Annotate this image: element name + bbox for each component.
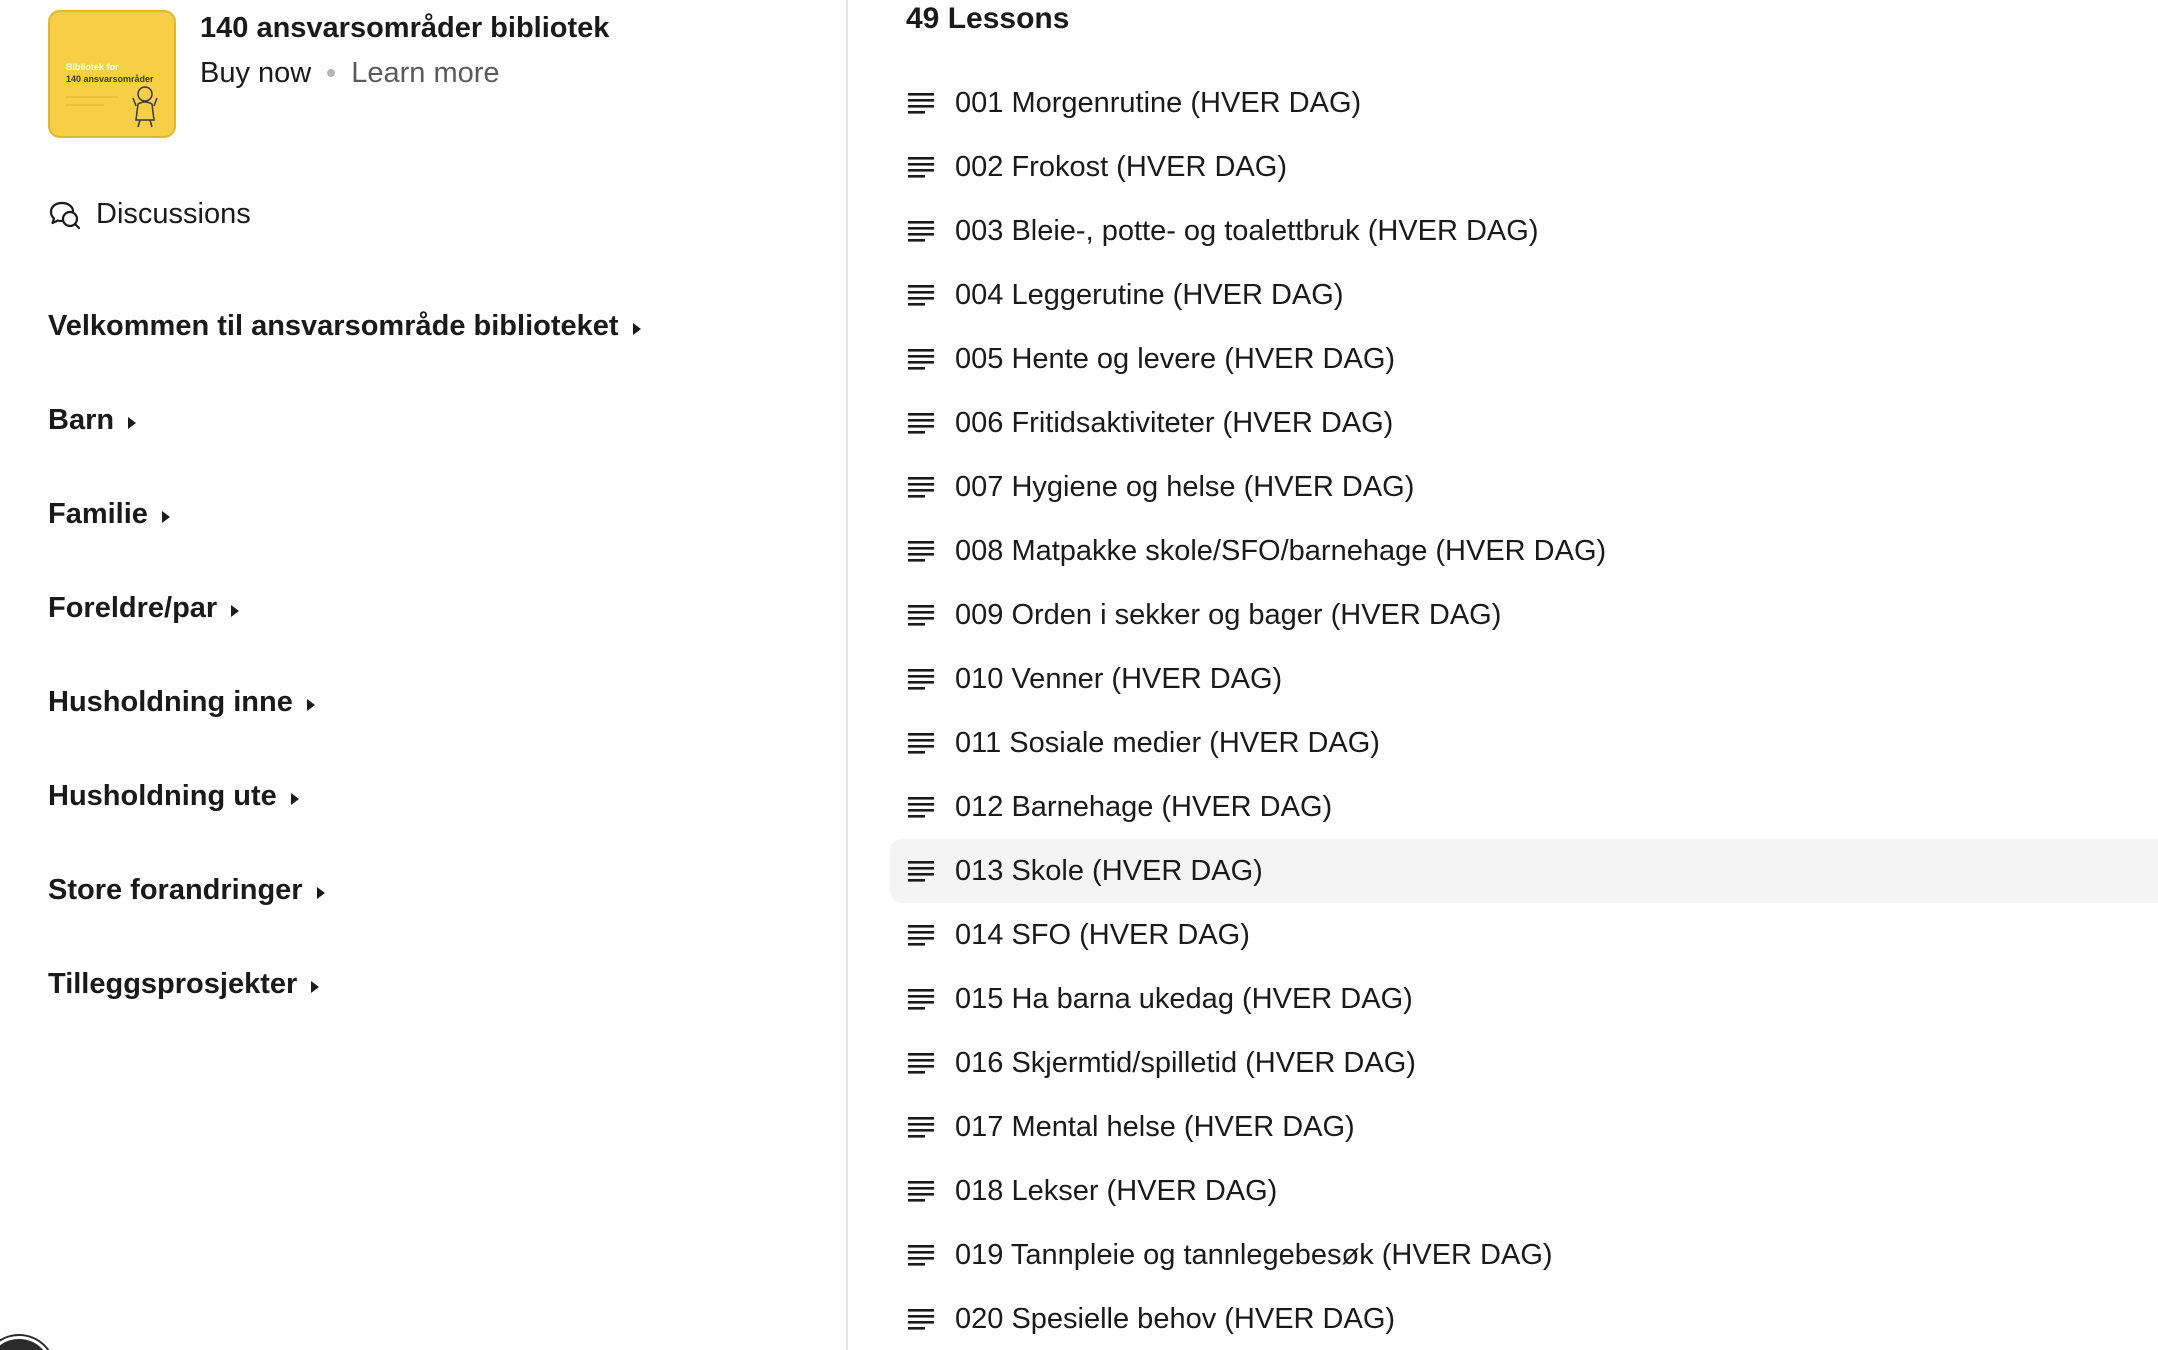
lessons-count: 49 Lessons: [906, 2, 1070, 35]
lesson-title: 010 Venner (HVER DAG): [955, 662, 1283, 695]
section-label: Store forandringer: [48, 874, 303, 906]
text-lines-icon: [908, 604, 934, 626]
lesson-item[interactable]: [890, 263, 2158, 327]
lesson-title: 002 Frokost (HVER DAG): [955, 150, 1287, 183]
lesson-item[interactable]: [890, 1287, 2158, 1350]
buy-now-link[interactable]: Buy now: [200, 57, 312, 89]
lesson-item[interactable]: [890, 1159, 2158, 1223]
lesson-title: 011 Sosiale medier (HVER DAG): [955, 726, 1380, 759]
lesson-item[interactable]: [890, 583, 2158, 647]
section-label: Foreldre/par: [48, 592, 218, 624]
text-lines-icon: [908, 860, 934, 882]
product-cover-image[interactable]: [48, 10, 176, 138]
lesson-item[interactable]: [890, 1095, 2158, 1159]
caret-right-icon: [291, 793, 299, 805]
lesson-title: 005 Hente og levere (HVER DAG): [955, 342, 1396, 375]
lesson-item[interactable]: [890, 391, 2158, 455]
text-lines-icon: [908, 796, 934, 818]
section-store-forandringer[interactable]: [48, 874, 325, 907]
section-husholdning-ute[interactable]: [48, 780, 299, 813]
caret-right-icon: [633, 323, 641, 335]
section-label: Barn: [48, 404, 115, 436]
lesson-title: 001 Morgenrutine (HVER DAG): [955, 86, 1362, 119]
lesson-item[interactable]: [890, 327, 2158, 391]
cover-figure-icon: [132, 84, 158, 128]
text-lines-icon: [908, 220, 934, 242]
learn-more-link[interactable]: Learn more: [351, 57, 500, 89]
lesson-item[interactable]: [890, 199, 2158, 263]
lesson-item[interactable]: [890, 775, 2158, 839]
text-lines-icon: [908, 668, 934, 690]
lesson-title: 018 Lekser (HVER DAG): [955, 1174, 1278, 1207]
lesson-title: 003 Bleie-, potte- og toalettbruk (HVER DAG): [955, 214, 1539, 247]
product-title: 140 ansvarsområder bibliotek: [200, 12, 610, 44]
lesson-item[interactable]: [890, 519, 2158, 583]
product-header: [48, 10, 609, 138]
lesson-item[interactable]: [890, 903, 2158, 967]
discussions-label: Discussions: [96, 198, 251, 230]
lesson-title: 004 Leggerutine (HVER DAG): [955, 278, 1344, 311]
text-lines-icon: [908, 476, 934, 498]
avatar[interactable]: [0, 1336, 54, 1350]
section-familie[interactable]: [48, 498, 170, 531]
lesson-item[interactable]: [890, 711, 2158, 775]
text-lines-icon: [908, 988, 934, 1010]
section-label: Husholdning inne: [48, 686, 293, 718]
text-lines-icon: [908, 1244, 934, 1266]
text-lines-icon: [908, 284, 934, 306]
lesson-item[interactable]: [890, 135, 2158, 199]
text-lines-icon: [908, 1308, 934, 1330]
lesson-item[interactable]: [890, 71, 2158, 135]
lesson-title: 012 Barnehage (HVER DAG): [955, 790, 1333, 823]
lessons-panel: [848, 0, 2158, 1350]
caret-right-icon: [307, 699, 315, 711]
lesson-title: 009 Orden i sekker og bager (HVER DAG): [955, 598, 1502, 631]
lesson-item[interactable]: [890, 455, 2158, 519]
lesson-title: 019 Tannpleie og tannlegebesøk (HVER DAG): [955, 1238, 1553, 1271]
caret-right-icon: [317, 887, 325, 899]
section-barn[interactable]: [48, 404, 136, 437]
section-foreldre-par[interactable]: [48, 592, 239, 625]
lesson-title: 013 Skole (HVER DAG): [955, 854, 1263, 887]
separator-dot: [327, 69, 335, 77]
section-label: Familie: [48, 498, 148, 530]
lesson-title: 015 Ha barna ukedag (HVER DAG): [955, 982, 1413, 1015]
lesson-item[interactable]: [890, 839, 2158, 903]
text-lines-icon: [908, 540, 934, 562]
caret-right-icon: [311, 981, 319, 993]
text-lines-icon: [908, 1180, 934, 1202]
lesson-title: 014 SFO (HVER DAG): [955, 918, 1250, 951]
lesson-item[interactable]: [890, 1031, 2158, 1095]
lesson-item[interactable]: [890, 1223, 2158, 1287]
lesson-item[interactable]: [890, 967, 2158, 1031]
lesson-title: 008 Matpakke skole/SFO/barnehage (HVER DAG): [955, 534, 1607, 567]
lesson-item[interactable]: [890, 647, 2158, 711]
text-lines-icon: [908, 348, 934, 370]
section-label: Husholdning ute: [48, 780, 277, 812]
discussions-link[interactable]: [48, 198, 251, 231]
product-links: [200, 54, 609, 92]
lesson-title: 017 Mental helse (HVER DAG): [955, 1110, 1355, 1143]
text-lines-icon: [908, 1052, 934, 1074]
text-lines-icon: [908, 1116, 934, 1138]
text-lines-icon: [908, 92, 934, 114]
text-lines-icon: [908, 924, 934, 946]
section-velkommen[interactable]: [48, 310, 641, 343]
cover-title-line2: 140 ansvarsområder: [66, 74, 154, 84]
text-lines-icon: [908, 732, 934, 754]
lesson-title: 007 Hygiene og helse (HVER DAG): [955, 470, 1415, 503]
caret-right-icon: [231, 605, 239, 617]
product-info: [200, 10, 609, 92]
section-label: Velkommen til ansvarsområde biblioteket: [48, 310, 619, 342]
text-lines-icon: [908, 156, 934, 178]
cover-decoration-line: [66, 104, 104, 106]
lesson-title: 020 Spesielle behov (HVER DAG): [955, 1302, 1396, 1335]
caret-right-icon: [162, 511, 170, 523]
cover-title-line1: Bibliotek for: [66, 62, 119, 72]
caret-right-icon: [128, 417, 136, 429]
sidebar: [0, 0, 848, 1350]
cover-decoration-line: [66, 96, 118, 98]
lesson-title: 016 Skjermtid/spilletid (HVER DAG): [955, 1046, 1416, 1079]
section-tilleggsprosjekter[interactable]: [48, 968, 319, 1001]
lesson-list: [890, 71, 2158, 1350]
section-label: Tilleggsprosjekter: [48, 968, 298, 1000]
text-lines-icon: [908, 412, 934, 434]
section-husholdning-inne[interactable]: [48, 686, 315, 719]
lesson-title: 006 Fritidsaktiviteter (HVER DAG): [955, 406, 1394, 439]
chat-bubbles-icon: [48, 200, 82, 230]
